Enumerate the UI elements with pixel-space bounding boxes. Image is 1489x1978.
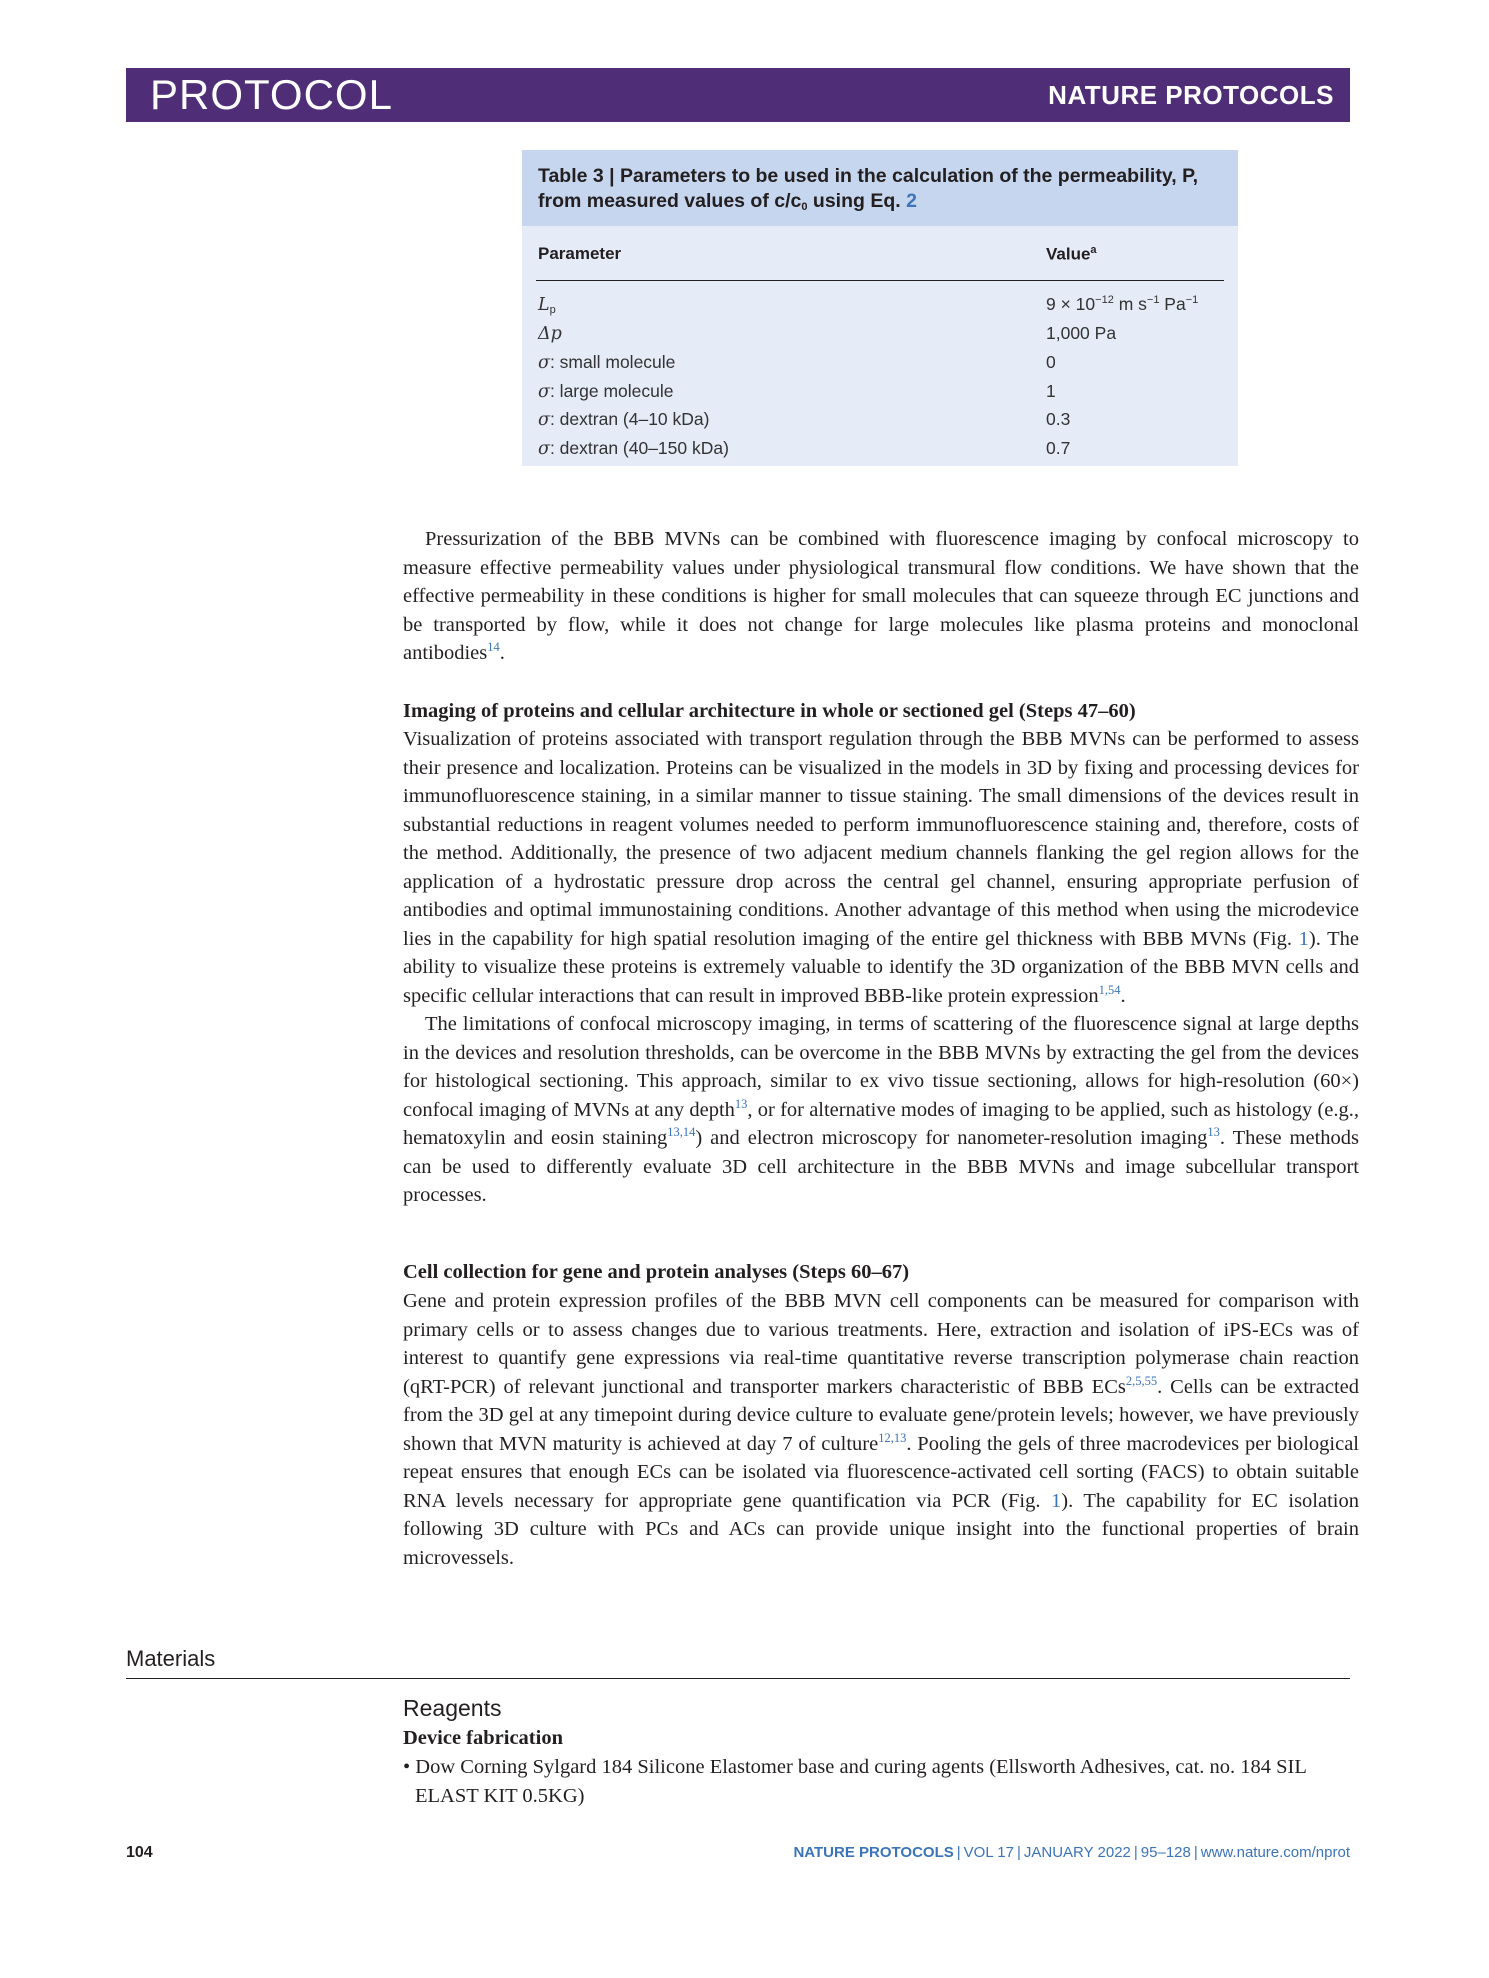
page-header bbox=[126, 68, 1350, 122]
column-header-value-label: Value bbox=[1046, 244, 1091, 264]
param-symbol: σ bbox=[538, 439, 550, 459]
paragraph-text: ). The ability to visualize these proteins is extremely valuable to identify the 3D organization of the BBB MVN cells and specific cellular interactions that can result in improved BBB-like protein expression bbox=[403, 927, 1360, 1007]
footer-separator: | bbox=[1133, 1844, 1138, 1861]
param-symbol: σ bbox=[538, 382, 550, 402]
paragraph-text: The limitations of confocal microscopy imaging, in terms of scattering of the fluorescence signal at large depths in the devices and resolution thresholds, can be overcome in the BBB MVNs by extracting the gel from the devices for histological sectioning. This approach, similar to ex vivo tissue sectioning, allows for high-resolution (60×) confocal imaging of MVNs at any depth bbox=[403, 1013, 1359, 1121]
citation-link[interactable]: 13 bbox=[1207, 1125, 1220, 1140]
column-header-value-note: a bbox=[1090, 244, 1097, 256]
value-unit: m s bbox=[1113, 294, 1147, 314]
footer-separator: | bbox=[1193, 1844, 1198, 1861]
table-cell-parameter bbox=[538, 438, 729, 459]
param-subscript: p bbox=[549, 304, 556, 316]
param-text: : small molecule bbox=[549, 352, 676, 372]
table-3 bbox=[522, 150, 1238, 466]
param-symbol: Δp bbox=[538, 324, 562, 344]
paragraph-text: . Cells can be extracted from the 3D gel at any timepoint during device culture to evaluate gene/protein levels; however, we have previously shown that MVN maturity is achieved at day 7 of culture bbox=[403, 1375, 1359, 1455]
value-unit: Pa bbox=[1159, 294, 1186, 314]
table-caption-text bbox=[538, 164, 1228, 220]
journal-label: NATURE PROTOCOLS bbox=[1048, 80, 1334, 110]
section-body-cell-collection bbox=[403, 1287, 1359, 1572]
reagent-list-item: • Dow Corning Sylgard 184 Silicone Elastomer base and curing agents (Ellsworth Adhesives, cat. no. 184 SIL ELAST KIT 0.5KG) bbox=[403, 1756, 1307, 1807]
value-exponent: −1 bbox=[1146, 294, 1160, 307]
paragraph-text: ). The capability for EC isolation following 3D culture with PCs and ACs can provide unique insight into the functional properties of brain microvessels. bbox=[403, 1489, 1359, 1569]
paragraph-text: Gene and protein expression profiles of the BBB MVN cell components can be measured for comparison with primary cells or to assess changes due to various treatments. Here, extraction and isolation of iPS-ECs was of interest to quantify gene expressions via real-time quantitative reverse transcription polymerase chain reaction (qRT-PCR) of relevant junctional and transporter markers characteristic of BBB ECs bbox=[403, 1290, 1359, 1398]
materials-rule bbox=[126, 1678, 1350, 1679]
table-cell-value: 1 bbox=[1046, 381, 1056, 401]
device-fabrication-heading: Device fabrication bbox=[403, 1727, 563, 1749]
footer-citation bbox=[793, 1844, 1350, 1861]
column-header-value bbox=[1046, 244, 1097, 265]
paragraph-end: . bbox=[499, 642, 505, 664]
paragraph-text: . These methods can be used to differently evaluate 3D cell architecture in the BBB MVNs and image subcellular transport processes. bbox=[403, 1127, 1360, 1206]
section-heading-imaging: Imaging of proteins and cellular architecture in whole or sectioned gel (Steps 47–60) bbox=[403, 700, 1136, 722]
footer-separator: | bbox=[1016, 1844, 1021, 1861]
param-symbol: σ bbox=[538, 353, 550, 373]
footer-journal: NATURE PROTOCOLS bbox=[793, 1844, 954, 1861]
citation-link[interactable]: 1,54 bbox=[1098, 982, 1121, 997]
citation-link[interactable]: 2,5,55 bbox=[1125, 1373, 1158, 1388]
table-cell-value: 0 bbox=[1046, 352, 1056, 372]
figure-link[interactable]: 1 bbox=[1051, 1489, 1062, 1512]
table-row bbox=[522, 409, 1238, 437]
figure-link[interactable]: 1 bbox=[1298, 927, 1309, 950]
column-header-parameter: Parameter bbox=[538, 244, 622, 263]
citation-link[interactable]: 13 bbox=[734, 1096, 748, 1111]
paragraph-end: . bbox=[1120, 984, 1126, 1007]
equation-link[interactable]: 2 bbox=[906, 190, 917, 212]
footer-pages: 95–128 bbox=[1140, 1844, 1191, 1861]
value-exponent: −12 bbox=[1095, 294, 1114, 307]
value-exponent: −1 bbox=[1185, 294, 1199, 307]
table-row bbox=[522, 438, 1238, 466]
table-row bbox=[522, 352, 1238, 380]
citation-link[interactable]: 14 bbox=[487, 640, 500, 655]
table-cell-value bbox=[1046, 294, 1198, 315]
table-cell-parameter bbox=[538, 294, 556, 316]
param-text: : dextran (40–150 kDa) bbox=[549, 438, 729, 458]
table-caption bbox=[522, 150, 1238, 226]
table-cell-value: 0.7 bbox=[1046, 438, 1071, 458]
paragraph-text: ) and electron microscopy for nanometer-resolution imaging bbox=[695, 1127, 1208, 1149]
page-number: 104 bbox=[126, 1844, 153, 1861]
caption-line-2-prefix: from measured values of c/c bbox=[538, 190, 802, 212]
table-row bbox=[522, 381, 1238, 409]
table-cell-value: 1,000 Pa bbox=[1046, 323, 1117, 343]
table-cell-parameter bbox=[538, 323, 562, 344]
table-cell-parameter bbox=[538, 409, 709, 430]
table-cell-parameter bbox=[538, 352, 675, 373]
citation-link[interactable]: 12,13 bbox=[878, 1430, 907, 1445]
table-header-rule bbox=[536, 280, 1224, 281]
table-row bbox=[522, 323, 1238, 351]
footer-date: JANUARY 2022 bbox=[1023, 1844, 1131, 1861]
paragraph-pressurization bbox=[403, 525, 1359, 668]
table-row bbox=[522, 294, 1238, 322]
param-text: : dextran (4–10 kDa) bbox=[549, 409, 710, 429]
param-symbol: σ bbox=[538, 410, 550, 430]
table-cell-value: 0.3 bbox=[1046, 409, 1071, 429]
paragraph-text: , or for alternative modes of imaging to be applied, such as histology (e.g., hematoxylin and eosin staining bbox=[403, 1098, 1359, 1149]
paragraph-text: Visualization of proteins associated with transport regulation through the BBB MVNs can be performed to assess their presence and localization. Proteins can be visualized in the models in 3D by fixing and processing devices for immunofluorescence staining, in a similar manner to tissue staining. The small dimensions of the devices result in substantial reductions in reagent volumes needed to perform immunofluorescence staining and, therefore, costs of the method. Additionally, the presence of two adjacent medium channels flanking the gel region allows for the application of a hydrostatic pressure drop across the central gel channel, ensuring appropriate perfusion of antibodies and optimal immunostaining conditions. Another advantage of this method when using the microdevice lies in the capability for high spatial resolution imaging of the entire gel thickness with BBB MVNs (Fig. bbox=[403, 728, 1359, 950]
footer-separator: | bbox=[956, 1844, 961, 1861]
section-label: PROTOCOL bbox=[150, 71, 393, 118]
table-cell-parameter bbox=[538, 381, 674, 402]
param-text: : large molecule bbox=[549, 381, 674, 401]
section-body-imaging bbox=[403, 725, 1359, 1210]
paragraph-text: . Pooling the gels of three macrodevices per biological repeat ensures that enough ECs can be isolated via fluorescence-activated cell sorting (FACS) to obtain suitable RNA levels necessary for appropriate gene quantification via PCR (Fig. bbox=[403, 1432, 1359, 1512]
value-text: 9 × 10 bbox=[1046, 294, 1096, 314]
section-heading-cell-collection: Cell collection for gene and protein analyses (Steps 60–67) bbox=[403, 1261, 910, 1283]
footer-volume: VOL 17 bbox=[963, 1844, 1014, 1861]
citation-link[interactable]: 13,14 bbox=[667, 1125, 696, 1140]
footer-url-link[interactable]: www.nature.com/nprot bbox=[1200, 1844, 1350, 1861]
caption-subscript: 0 bbox=[801, 201, 808, 213]
param-symbol: L bbox=[538, 295, 550, 315]
reagents-heading: Reagents bbox=[403, 1695, 502, 1721]
paragraph-text: Pressurization of the BBB MVNs can be combined with fluorescence imaging by confocal microscopy to measure effective permeability values under physiological transmural flow conditions. We have shown that the effective permeability in these conditions is higher for small molecules that can squeeze through EC junctions and be transported by flow, while it does not change for large molecules like plasma proteins and monoclonal antibodies bbox=[403, 528, 1359, 664]
caption-line-1: Table 3 | Parameters to be used in the calculation of the permeability, P, bbox=[538, 165, 1198, 187]
materials-heading: Materials bbox=[126, 1646, 216, 1671]
caption-line-2-mid: using Eq. bbox=[807, 190, 907, 212]
